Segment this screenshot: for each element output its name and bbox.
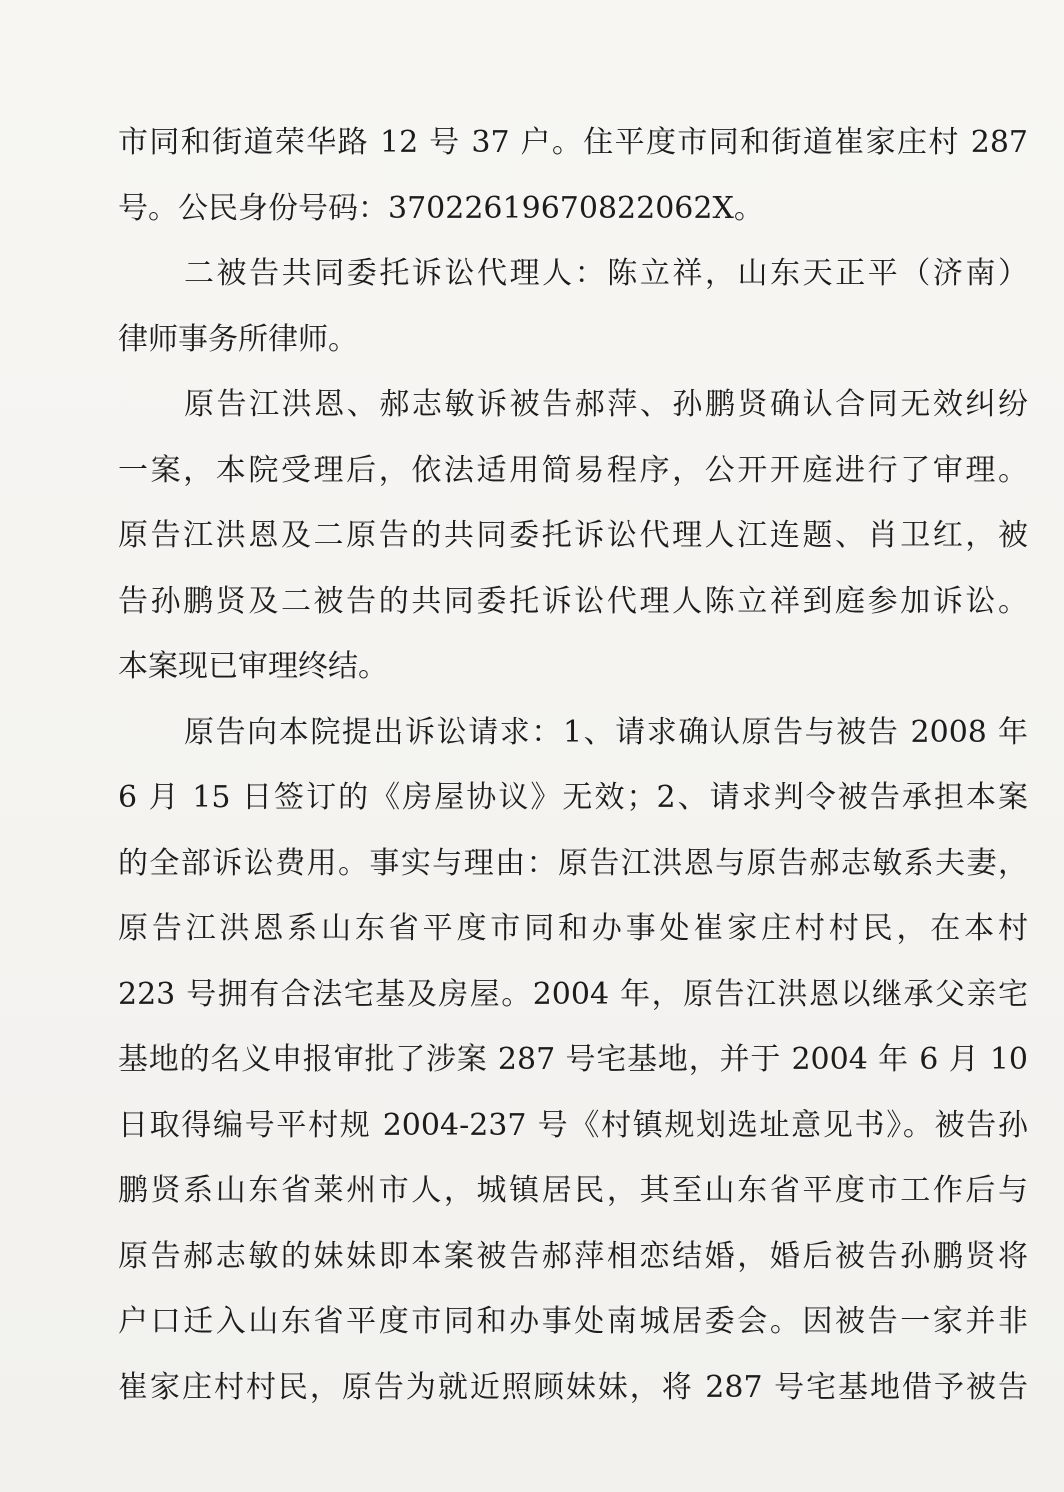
text-line: 基地的名义申报审批了涉案 287 号宅基地，并于 2004 年 6 月 10 — [118, 1042, 1028, 1077]
text-line: 鹏贤系山东省莱州市人，城镇居民，其至山东省平度市工作后与 — [118, 1173, 1028, 1208]
text-line: 一案，本院受理后，依法适用简易程序，公开开庭进行了审理。 — [118, 452, 1028, 488]
text-line: 户口迁入山东省平度市同和办事处南城居委会。因被告一家并非 — [118, 1304, 1028, 1339]
text-line: 的全部诉讼费用。事实与理由：原告江洪恩与原告郝志敏系夫妻， — [118, 845, 1028, 881]
text-line: 原告江洪恩、郝志敏诉被告郝萍、孙鹏贤确认合同无效纠纷 — [184, 387, 1028, 422]
text-line: 223 号拥有合法宅基及房屋。2004 年，原告江洪恩以继承父亲宅 — [118, 976, 1028, 1012]
text-line: 原告郝志敏的妹妹即本案被告郝萍相恋结婚，婚后被告孙鹏贤将 — [118, 1238, 1028, 1274]
text-line: 号。公民身份号码：37022619670822062X。 — [118, 190, 764, 226]
text-line: 原告江洪恩及二原告的共同委托诉讼代理人江连题、肖卫红，被 — [118, 518, 1028, 553]
document-body — [118, 110, 1028, 1420]
text-line: 市同和街道荣华路 12 号 37 户。住平度市同和街道崔家庄村 287 — [118, 125, 1028, 160]
text-line: 崔家庄村村民，原告为就近照顾妹妹，将 287 号宅基地借予被告 — [118, 1369, 1028, 1405]
text-line: 告孙鹏贤及二被告的共同委托诉讼代理人陈立祥到庭参加诉讼。 — [118, 583, 1028, 619]
text-line: 原告江洪恩系山东省平度市同和办事处崔家庄村村民，在本村 — [118, 911, 1028, 946]
text-line: 原告向本院提出诉讼请求：1、请求确认原告与被告 2008 年 — [184, 714, 1028, 750]
text-line: 二被告共同委托诉讼代理人：陈立祥，山东天正平（济南） — [184, 256, 1028, 291]
text-line: 本案现已审理终结。 — [118, 649, 388, 684]
text-line: 律师事务所律师。 — [118, 321, 358, 357]
text-line: 6 月 15 日签订的《房屋协议》无效；2、请求判令被告承担本案 — [118, 780, 1028, 815]
text-line: 日取得编号平村规 2004-237 号《村镇规划选址意见书》。被告孙 — [118, 1107, 1028, 1143]
